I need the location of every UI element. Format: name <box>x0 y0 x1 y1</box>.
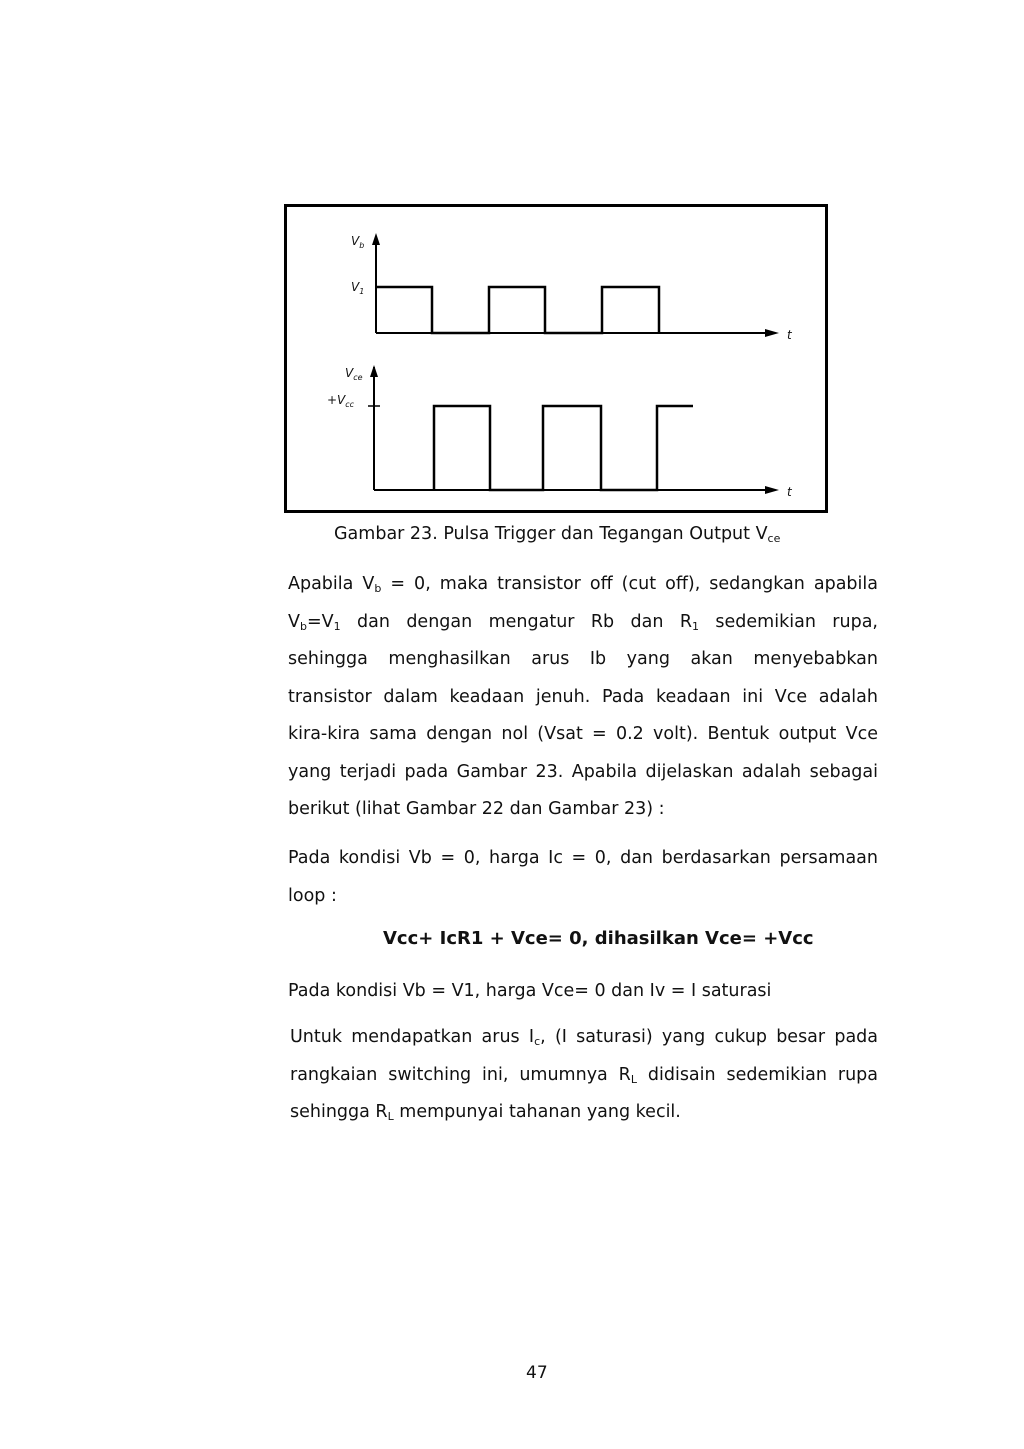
paragraph-3 <box>288 973 878 1011</box>
page-number: 47 <box>526 1363 548 1383</box>
paragraph-1 <box>288 566 878 829</box>
para1-line: yang terjadi pada Gambar 23. Apabila dijelaskan adalah sebagai <box>288 761 878 782</box>
para4-line: rangkaian switching ini, umumnya $R_L$ didisain sedemikian rupa <box>290 1064 878 1086</box>
para2-line: Pada kondisi Vb = 0, harga Ic = 0, dan berdasarkan persamaan <box>288 848 878 868</box>
paragraph-2 <box>288 840 878 915</box>
top-x-arrow <box>765 329 779 337</box>
para1-line: kira-kira sama dengan nol (Vsat = 0.2 volt). Bentuk output Vce <box>288 724 878 744</box>
output-vce-waveform <box>434 406 693 490</box>
paragraph-4 <box>290 1019 878 1132</box>
bottom-x-label: t <box>787 485 792 499</box>
para2-line: loop : <box>288 885 337 906</box>
loop-equation: Vcc+ IcR1 + Vce= 0, dihasilkan Vce= +Vcc <box>383 928 814 949</box>
bottom-x-arrow <box>765 486 779 494</box>
top-y-label: $V_b$ <box>351 234 365 250</box>
para1-line: sehingga menghasilkan arus Ib yang akan menyebabkan <box>288 649 878 669</box>
para1-line: berikut (lihat Gambar 22 dan Gambar 23) : <box>288 799 665 819</box>
top-level-label: $V_1$ <box>351 280 365 296</box>
para1-line: Apabila $V_b = 0$, maka transistor off (cut off), sedangkan apabila <box>288 574 878 595</box>
para4-line: Untuk mendapatkan arus $I_c$, (I saturasi) yang cukup besar pada <box>290 1027 879 1048</box>
bottom-level-label: $+V_{cc}$ <box>327 393 355 409</box>
figure-pulse-waveforms <box>284 204 828 513</box>
trigger-pulse-waveform <box>376 287 659 333</box>
para1-line: $V_b=V_1$ dan dengan mengatur Rb dan $R_1$ sedemikian rupa, <box>288 611 878 633</box>
bottom-y-arrow <box>370 365 378 377</box>
top-x-label: t <box>787 328 792 342</box>
waveform-diagram <box>287 207 825 510</box>
para1-line: transistor dalam keadaan jenuh. Pada keadaan ini Vce adalah <box>288 686 878 707</box>
figure-caption: Gambar 23. Pulsa Trigger dan Tegangan Output $V_{ce}$ <box>334 524 781 545</box>
para4-line: sehingga $R_L$ mempunyai tahanan yang kecil. <box>290 1102 681 1123</box>
para3-line: Pada kondisi Vb = V1, harga Vce= 0 dan Iv = I saturasi <box>288 981 772 1001</box>
top-y-arrow <box>372 233 380 245</box>
bottom-y-label: $V_{ce}$ <box>345 366 363 382</box>
